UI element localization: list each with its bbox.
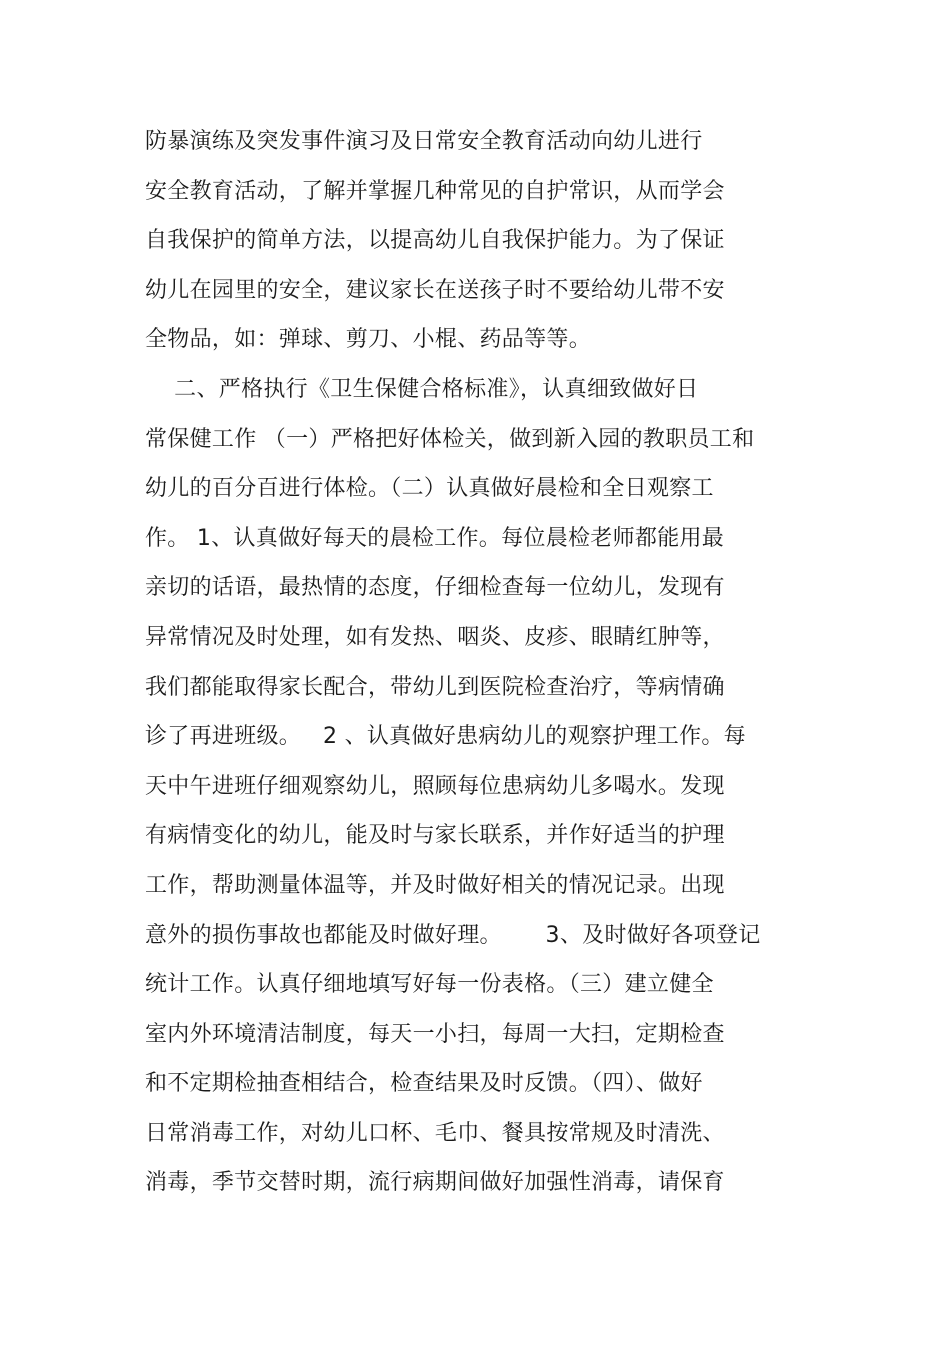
text-line: 工作，帮助测量体温等，并及时做好相关的情况记录。出现 bbox=[145, 872, 725, 898]
text-line: 幼儿在园里的安全，建议家长在送孩子时不要给幼儿带不安 bbox=[145, 277, 725, 303]
text-line: 安全教育活动，了解并掌握几种常见的自护常识，从而学会 bbox=[145, 178, 725, 204]
text-line: 二、严格执行《卫生保健合格标准》，认真细致做好日 bbox=[145, 376, 699, 402]
text-line: 自我保护的简单方法，以提高幼儿自我保护能力。为了保证 bbox=[145, 228, 725, 254]
text-line: 消毒，季节交替时期，流行病期间做好加强性消毒，请保育 bbox=[145, 1170, 725, 1196]
text-line: 室内外环境清洁制度，每天一小扫，每周一大扫，定期检查 bbox=[145, 1021, 725, 1047]
text-line: 常保健工作 （一）严格把好体检关，做到新入园的教职员工和 bbox=[145, 426, 755, 452]
text-line: 幼儿的百分百进行体检。（二）认真做好晨检和全日观察工 bbox=[145, 476, 714, 502]
text-line: 意外的损伤事故也都能及时做好理。 3、及时做好各项登记 bbox=[145, 922, 761, 948]
body-text bbox=[145, 122, 865, 1213]
text-line: 全物品，如：弹球、剪刀、小棍、药品等等。 bbox=[145, 327, 592, 353]
text-line: 和不定期检抽查相结合，检查结果及时反馈。（四）、做好 bbox=[145, 1071, 703, 1097]
text-line: 异常情况及时处理，如有发热、咽炎、皮疹、眼睛红肿等， bbox=[145, 624, 725, 650]
text-line: 作。 1、认真做好每天的晨检工作。每位晨检老师都能用最 bbox=[145, 525, 725, 551]
text-line: 防暴演练及突发事件演习及日常安全教育活动向幼儿进行 bbox=[145, 129, 703, 154]
text-line: 天中午进班仔细观察幼儿，照顾每位患病幼儿多喝水。发现 bbox=[145, 773, 725, 799]
text-line: 有病情变化的幼儿，能及时与家长联系，并作好适当的护理 bbox=[145, 823, 725, 849]
text-line: 亲切的话语，最热情的态度，仔细检查每一位幼儿，发现有 bbox=[145, 575, 725, 601]
text-line: 统计工作。认真仔细地填写好每一份表格。（三）建立健全 bbox=[145, 972, 714, 998]
text-line: 诊了再进班级。 2 、认真做好患病幼儿的观察护理工作。每 bbox=[145, 724, 746, 750]
text-line: 日常消毒工作，对幼儿口杯、毛巾、餐具按常规及时清洗、 bbox=[145, 1120, 725, 1146]
text-line: 我们都能取得家长配合，带幼儿到医院检查治疗，等病情确 bbox=[145, 674, 725, 700]
